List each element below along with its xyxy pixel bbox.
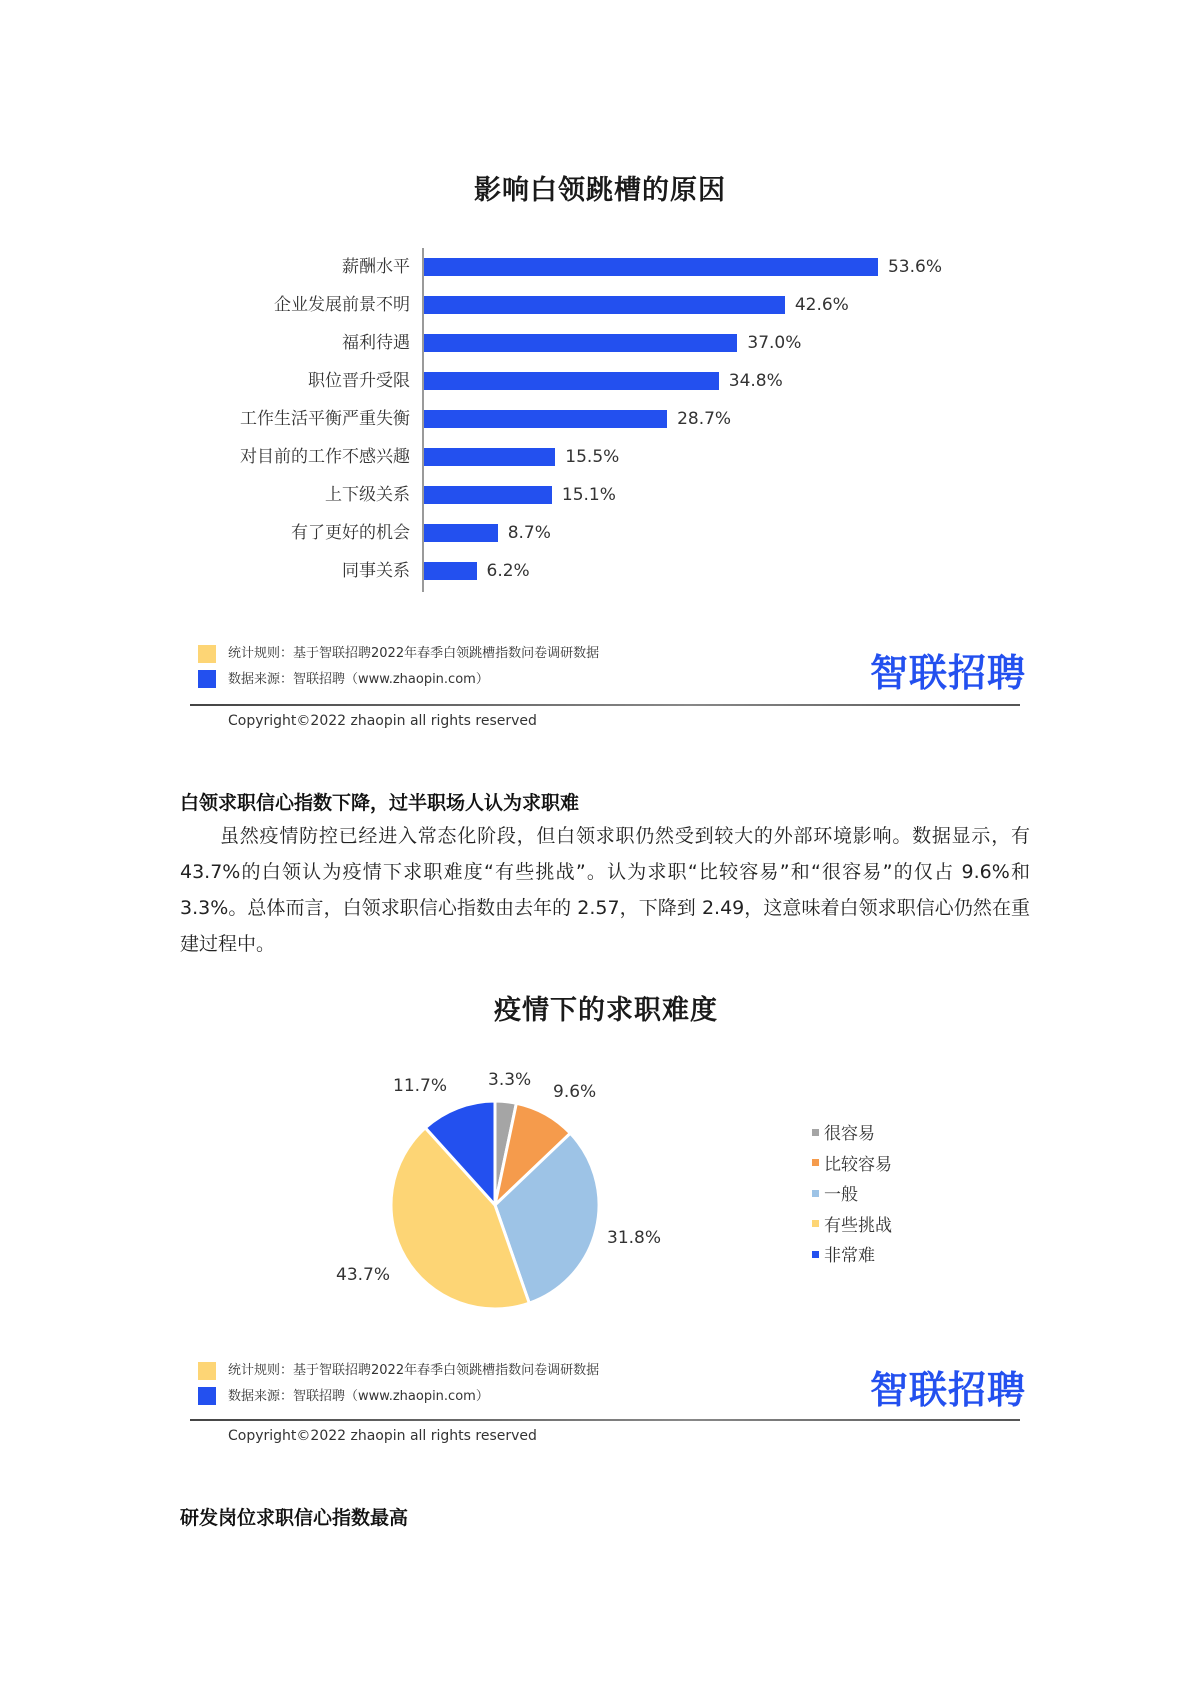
bar-category-label: 薪酬水平 (342, 257, 410, 277)
legend-item (812, 1215, 892, 1237)
rule-swatch (198, 645, 216, 663)
bar-category-label: 职位晋升受限 (308, 371, 410, 391)
legend-swatch (812, 1251, 819, 1258)
bar-value-label: 15.5% (565, 447, 620, 467)
logo-text: 智联招聘 (870, 651, 1027, 695)
pie-value-label: 31.8% (607, 1228, 662, 1248)
bar-value-label: 15.1% (561, 485, 616, 505)
body-paragraph: 虽然疫情防控已经进入常态化阶段，但白领求职仍然受到较大的外部环境影响。数据显示，有 43.7%的白领认为疫情下求职难度“有些挑战”。认为求职“比较容易”和“很容易”的仅占 9.6%和 3.3%。总体而言，白领求职信心指数由去年的 2.57，下降到 2.49，这意味着白领求职信心仍然在重建过程中。 (180, 825, 1030, 955)
legend-item (812, 1245, 875, 1267)
bar-value-label: 42.6% (794, 295, 849, 315)
bar (424, 562, 477, 580)
bar-value-label: 6.2% (486, 561, 530, 581)
bar-value-label: 53.6% (887, 257, 942, 277)
source-swatch (198, 1387, 216, 1405)
logo-text: 智联招聘 (870, 1368, 1027, 1412)
footer-divider (190, 1419, 1020, 1421)
rule-swatch (198, 1362, 216, 1380)
bar-category-label: 企业发展前景不明 (274, 295, 410, 315)
legend-label: 有些挑战 (824, 1215, 892, 1236)
bar (424, 448, 555, 466)
legend-swatch (812, 1190, 819, 1197)
bar (424, 372, 719, 390)
rule-label: 统计规则：基于智联招聘2022年春季白领跳槽指数问卷调研数据 (228, 1363, 600, 1378)
pie-value-label: 9.6% (553, 1082, 597, 1102)
legend-label: 非常难 (824, 1246, 875, 1266)
legend-item (812, 1123, 875, 1145)
section-heading-confidence: 白领求职信心指数下降，过半职场人认为求职难 (180, 792, 580, 814)
zhaopin-logo (870, 642, 1026, 697)
pie-svg (380, 1090, 620, 1330)
bar (424, 258, 878, 276)
copyright: Copyright©2022 zhaopin all rights reserved (228, 1428, 537, 1444)
bar (424, 486, 552, 504)
legend-item (812, 1154, 892, 1176)
legend-label: 比较容易 (824, 1154, 892, 1175)
bar-category-label: 福利待遇 (342, 333, 410, 353)
bar-category-label: 有了更好的机会 (291, 523, 410, 543)
legend-swatch (812, 1129, 819, 1136)
zhaopin-logo (870, 1359, 1026, 1414)
bar-value-label: 28.7% (677, 409, 732, 429)
pie-value-label: 11.7% (393, 1076, 448, 1096)
pie-value-label: 43.7% (336, 1265, 391, 1285)
bar (424, 410, 667, 428)
pie-value-label: 3.3% (488, 1070, 532, 1090)
section-heading-rd: 研发岗位求职信心指数最高 (180, 1507, 409, 1529)
bar-value-label: 34.8% (728, 371, 783, 391)
bar (424, 524, 498, 542)
legend-label: 很容易 (824, 1124, 875, 1144)
bar-category-label: 同事关系 (342, 561, 410, 581)
source-label: 数据来源：智联招聘（www.zhaopin.com） (228, 672, 489, 687)
copyright: Copyright©2022 zhaopin all rights reserved (228, 713, 537, 729)
bar (424, 296, 785, 314)
bar-category-label: 工作生活平衡严重失衡 (240, 409, 410, 429)
footer-divider (190, 704, 1020, 706)
legend-label: 一般 (824, 1185, 858, 1205)
bar-category-label: 对目前的工作不感兴趣 (240, 447, 410, 467)
rule-label: 统计规则：基于智联招聘2022年春季白领跳槽指数问卷调研数据 (228, 646, 600, 661)
bar-value-label: 37.0% (747, 333, 802, 353)
bar (424, 334, 737, 352)
legend-item (812, 1184, 858, 1206)
source-swatch (198, 670, 216, 688)
bar-category-label: 上下级关系 (325, 485, 410, 505)
bar-chart-title: 影响白领跳槽的原因 (474, 175, 726, 206)
legend-swatch (812, 1159, 819, 1166)
bar-value-label: 8.7% (507, 523, 551, 543)
pie-chart-title: 疫情下的求职难度 (494, 995, 718, 1026)
legend-swatch (812, 1220, 819, 1227)
source-label: 数据来源：智联招聘（www.zhaopin.com） (228, 1389, 489, 1404)
